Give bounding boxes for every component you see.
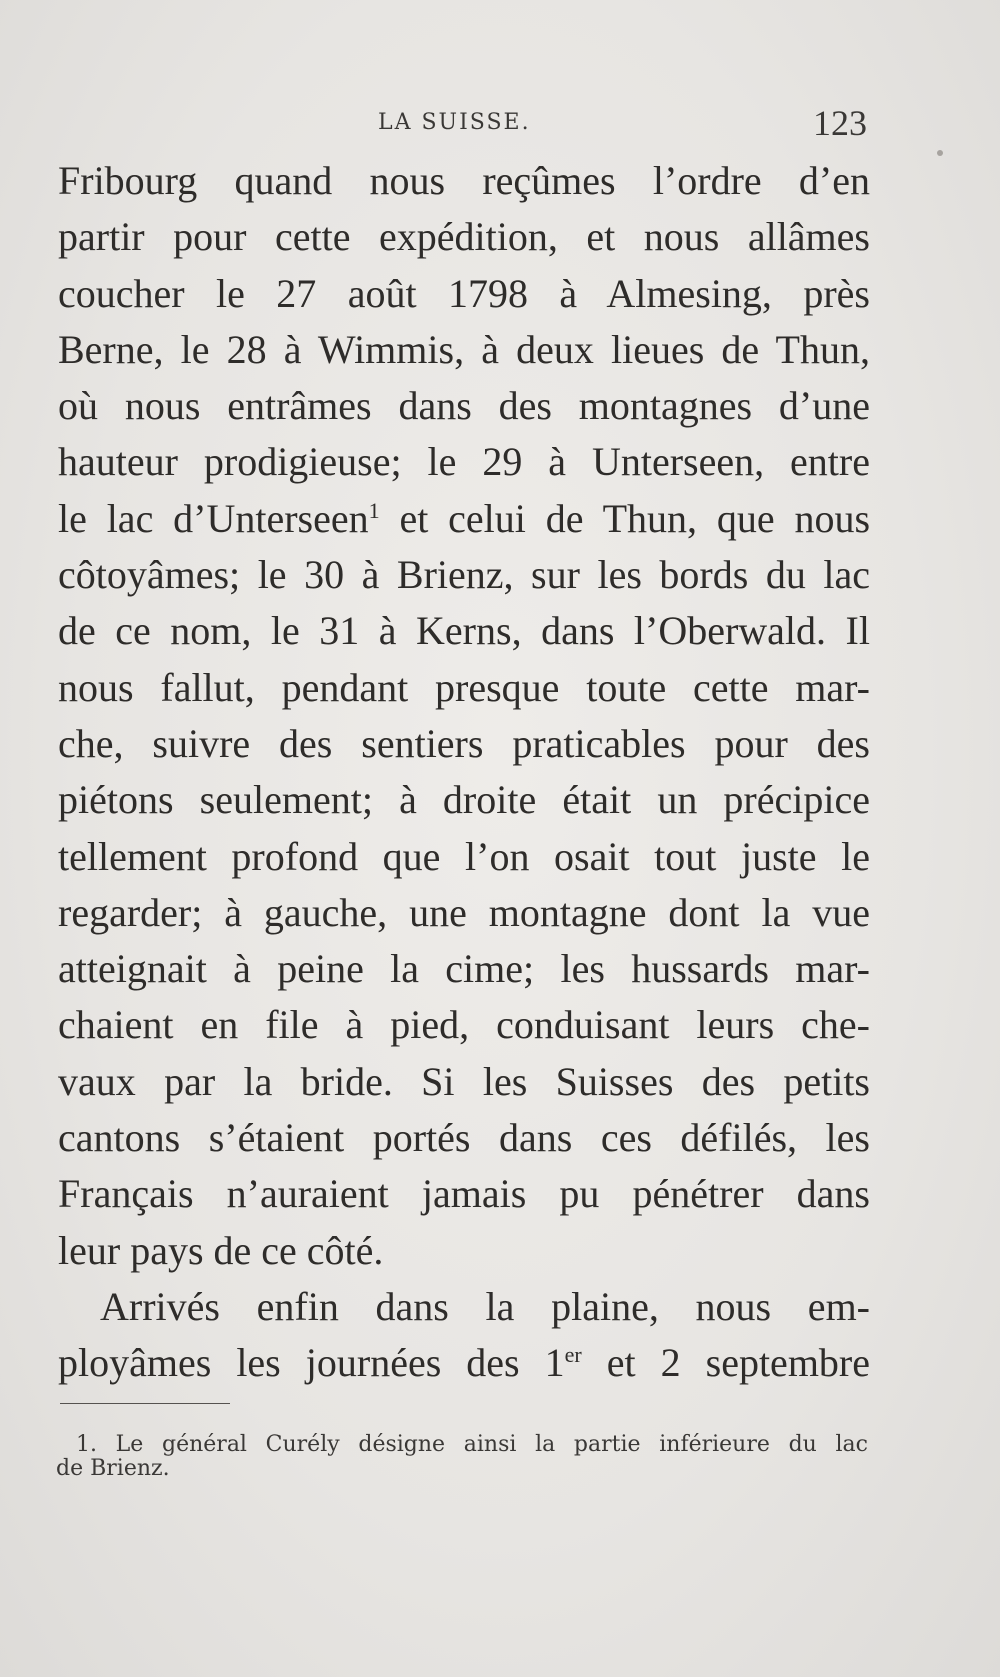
text-line: Berne, le 28 à Wimmis, à deux lieues de Thun,	[58, 326, 870, 372]
body-text	[58, 153, 870, 1392]
footnote-rule	[60, 1403, 230, 1404]
text-line: cantons s’étaient portés dans ces défilés, les	[58, 1115, 870, 1161]
footnote-marker: 1	[368, 497, 380, 523]
text-line-with-footnote	[58, 491, 870, 547]
text-line: Arrivés enfin dans la plaine, nous em-	[100, 1283, 870, 1329]
text-line: de ce nom, le 31 à Kerns, dans l’Oberwald. Il	[58, 608, 870, 654]
text-line: tellement profond que l’on osait tout juste le	[58, 833, 870, 879]
margin-speck	[937, 150, 943, 156]
text-line: che, suivre des sentiers praticables pour des	[58, 720, 870, 766]
text-segment: ployâmes les journées des 1	[58, 1340, 565, 1386]
text-line: partir pour cette expédition, et nous allâmes	[58, 214, 870, 260]
footnote-line: 1. Le général Curély désigne ainsi la partie inférieure du lac	[76, 1432, 868, 1457]
text-line: coucher le 27 août 1798 à Almesing, près	[58, 270, 870, 316]
text-line: vaux par la bride. Si les Suisses des petits	[58, 1058, 870, 1104]
text-line: atteignait à peine la cime; les hussards mar-	[58, 946, 870, 992]
footnote-line: de Brienz.	[56, 1456, 170, 1481]
text-line: nous fallut, pendant presque toute cette mar-	[58, 664, 870, 710]
text-segment: et celui de Thun, que nous	[399, 495, 871, 541]
page-number: 123	[813, 103, 867, 143]
text-line: chaient en file à pied, conduisant leurs che-	[58, 1002, 870, 1048]
text-line: où nous entrâmes dans des montagnes d’une	[58, 383, 870, 429]
text-line: regarder; à gauche, une montagne dont la vue	[58, 889, 870, 935]
text-line: piétons seulement; à droite était un précipice	[58, 777, 870, 823]
running-head: LA SUISSE.	[378, 110, 531, 135]
text-line: leur pays de ce côté.	[58, 1227, 384, 1273]
text-line-with-superscript	[58, 1335, 870, 1391]
ordinal-superscript: er	[564, 1342, 582, 1368]
text-segment: le lac d’Unterseen	[58, 495, 369, 541]
text-line: côtoyâmes; le 30 à Brienz, sur les bords du lac	[58, 552, 870, 598]
text-line: hauteur prodigieuse; le 29 à Unterseen, entre	[58, 439, 870, 485]
text-segment: et 2 septembre	[606, 1340, 871, 1386]
text-line: Français n’auraient jamais pu pénétrer dans	[58, 1171, 870, 1217]
page-header	[62, 98, 867, 143]
footnote	[56, 1433, 868, 1481]
text-line: Fribourg quand nous reçûmes l’ordre d’en	[58, 158, 870, 203]
